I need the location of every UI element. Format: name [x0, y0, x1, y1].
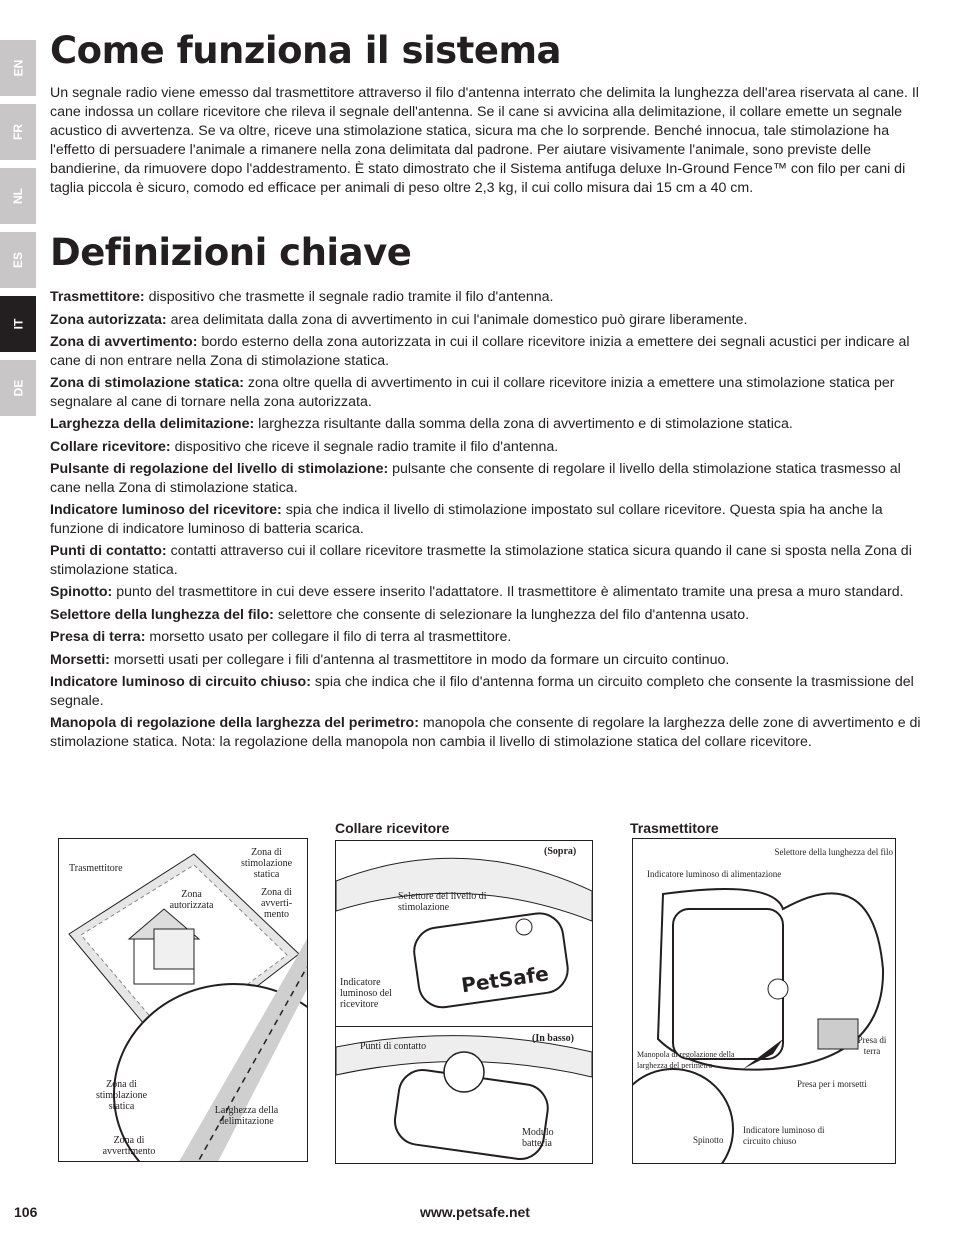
label-sopra: (Sopra) — [544, 846, 577, 857]
label-zona-avvertimento-bottom: Zona di avvertimento — [102, 1135, 156, 1157]
tab-es[interactable]: ES — [0, 232, 36, 288]
definition-item: Punti di contatto: contatti attraverso cui il collare ricevitore trasmette la stimolazione statica sicura quando il cane si sposta nella Zona di stimolazione statica. — [50, 543, 912, 578]
label-punti-contatto: Punti di contatto — [360, 1041, 427, 1052]
transmitter-illustration — [633, 839, 895, 1163]
label-larghezza: Larghezza della delimitazione — [214, 1105, 279, 1127]
definition-item: Selettore della lunghezza del filo: selettore che consente di selezionare la lunghezza del filo d'antenna usato. — [50, 606, 750, 623]
label-selettore-lunghezza: Selettore della lunghezza del filo — [774, 847, 893, 857]
definition-item: Morsetti: morsetti usati per collegare i fili d'antenna al trasmettitore in modo da formare un circuito continuo. — [50, 651, 730, 668]
definition-item: Larghezza della delimitazione: larghezza risultante dalla somma della zona di avvertimento e di stimolazione statica. — [50, 416, 793, 432]
page-number: 106 — [14, 1204, 38, 1220]
footer-url[interactable]: www.petsafe.net — [420, 1204, 530, 1220]
definition-item: Trasmettitore: dispositivo che trasmette il segnale radio tramite il filo d'antenna. — [50, 289, 554, 305]
definition-item: Zona di avvertimento: bordo esterno della zona autorizzata in cui il collare ricevitore inizia a emettere dei segnali acustici per indicare al cane di non entrare nella Zona di stimolazione statica. — [50, 334, 910, 369]
label-zona-avvertimento-top: Zona di avverti-mento — [260, 887, 293, 920]
collar-top-diagram — [335, 840, 593, 1028]
label-indicatore-alimentazione: Indicatore luminoso di alimentazione — [647, 869, 782, 879]
svg-text:PetSafe: PetSafe — [459, 961, 551, 998]
definition-item: Indicatore luminoso del ricevitore: spia che indica il livello di stimolazione impostato sul collare ricevitore. Questa spia ha anche la funzione di indicatore luminoso di batteria scarica. — [50, 502, 883, 537]
label-selettore-livello: Selettore del livello di stimolazione — [398, 891, 487, 913]
definition-item: Zona di stimolazione statica: zona oltre quella di avvertimento in cui il collare ricevitore inizia a emettere una stimolazione statica per segnalare al cane di tornare nella zona autorizzata. — [50, 375, 895, 410]
transmitter-diagram — [632, 838, 896, 1164]
label-zona-stimolazione-top: Zona di stimolazione statica — [240, 847, 293, 880]
label-trasmettitore: Trasmettitore — [69, 863, 123, 874]
definitions-list — [50, 288, 930, 755]
section-title-definitions: Definizioni chiave — [50, 231, 412, 274]
label-manopola: Manopola di regolazione della larghezza del perimetro — [637, 1050, 735, 1070]
definition-item: Collare ricevitore: dispositivo che riceve il segnale radio tramite il filo d'antenna. — [50, 438, 559, 455]
figure-title-transmitter: Trasmettitore — [630, 820, 719, 836]
figure-title-collar: Collare ricevitore — [335, 820, 450, 836]
label-indicatore-circuito: Indicatore luminoso di circuito chiuso — [743, 1125, 825, 1146]
definition-item: Indicatore luminoso di circuito chiuso: spia che indica che il filo d'antenna forma un circuito completo che consente la trasmissione del segnale. — [50, 674, 914, 709]
definition-item: Spinotto: punto del trasmettitore in cui deve essere inserito l'adattatore. Il trasmettitore è alimentato tramite una presa a muro standard. — [50, 584, 904, 600]
tab-it[interactable]: IT — [0, 296, 36, 352]
tab-de[interactable]: DE — [0, 360, 36, 416]
label-indicatore-ricevitore: Indicatore luminoso del ricevitore — [340, 977, 392, 1010]
definition-item: Pulsante di regolazione del livello di stimolazione: pulsante che consente di regolare il livello della stimolazione statica trasmesso al cane nella Zona di stimolazione statica. — [50, 461, 901, 496]
section-title-how-it-works: Come funziona il sistema — [50, 29, 561, 72]
label-zona-autorizzata: Zona autorizzata — [169, 889, 214, 911]
intro-paragraph: Un segnale radio viene emesso dal trasmettitore attraverso il filo d'antenna interrato che delimita la lunghezza dell'area riservata al cane. Il cane indossa un collare ricevitore che rileva il segnale dell'antenna. Se il cane si avvicina alla delimitazione, il collare emette un segnale acustico di avvertenza. Se va oltre, riceve una stimolazione statica, sicura ma che lo sorprende. Benché innocua, tale stimolazione ha l'effetto di persuadere l'animale a rimanere nella zona delimitata dal padrone. Per aiutare visivamente l'animale, sono previste delle bandierine, da rimuovere dopo l'addestramento. È stato dimostrato che il Sistema antifuga deluxe In-Ground Fence™ con filo per cani di taglia piccola è sicuro, comodo ed efficace per animali di peso oltre 2,3 kg, il cui collo misura dai 15 cm a 40 cm. — [50, 85, 919, 196]
label-modulo-batteria: Modulo batteria — [522, 1127, 554, 1149]
label-spinotto: Spinotto — [693, 1135, 724, 1145]
label-zona-stimolazione-bottom: Zona di stimolazione statica — [95, 1079, 148, 1112]
label-in-basso: (In basso) — [532, 1033, 574, 1044]
tab-nl[interactable]: NL — [0, 168, 36, 224]
label-presa-morsetti: Presa per i morsetti — [797, 1079, 867, 1089]
definition-item: Presa di terra: morsetto usato per collegare il filo di terra al trasmettitore. — [50, 629, 512, 645]
definition-item: Zona autorizzata: area delimitata dalla zona di avvertimento in cui l'animale domestico può girare liberamente. — [50, 311, 748, 328]
label-presa-terra: Presa di terra — [857, 1035, 887, 1056]
tab-fr[interactable]: FR — [0, 104, 36, 160]
definition-item: Manopola di regolazione della larghezza del perimetro: manopola che consente di regolare la larghezza delle zone di avvertimento e di stimolazione statica. Nota: la regolazione della manopola non cambia il livello di stimolazione statica del collare ricevitore. — [50, 715, 921, 750]
tab-en[interactable]: EN — [0, 40, 36, 96]
collar-bottom-diagram — [335, 1026, 593, 1164]
yard-diagram — [58, 838, 308, 1162]
